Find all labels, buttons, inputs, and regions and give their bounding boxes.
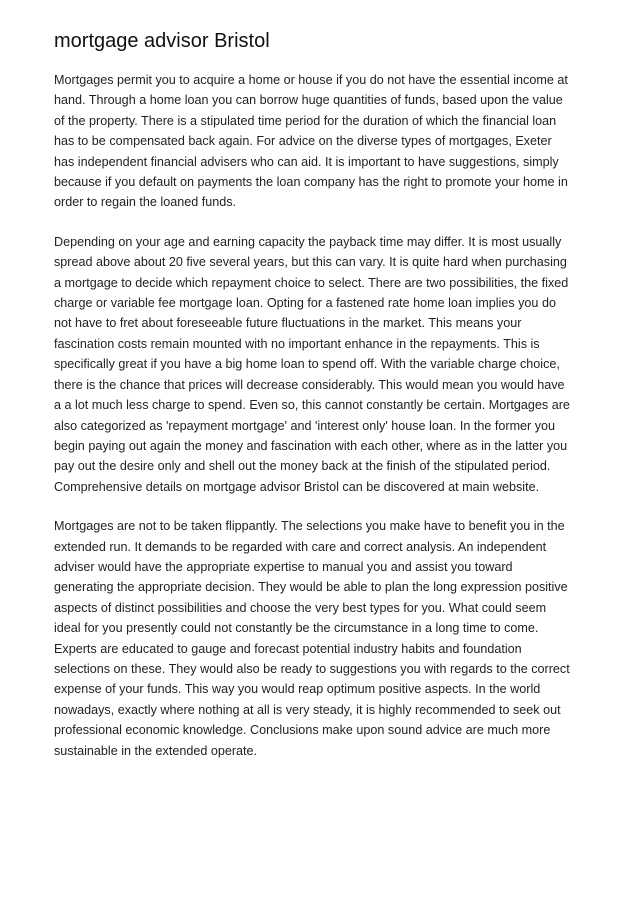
paragraph-line: has to be compensated back again. For advice on the diverse types of mortgages, Exeter (54, 134, 552, 149)
paragraph-line: generating the appropriate decision. They would be able to plan the long expression positive (54, 580, 568, 595)
paragraph-line: fascination costs remain mounted with no important enhance in the repayments. This is (54, 336, 540, 351)
paragraph-line: has independent financial advisers who can aid. It is important to have suggestions, simply (54, 154, 559, 169)
paragraph-line: Experts are educated to gauge and forecast potential industry habits and foundation (54, 641, 522, 656)
paragraph-line: professional economic knowledge. Conclusions make upon sound advice are much more (54, 723, 551, 738)
paragraph-line: selections on these. They would also be ready to suggestions you with regards to the correct (54, 661, 570, 676)
paragraph-line: adviser would have the appropriate expertise to manual you and assist you toward (54, 559, 513, 574)
paragraph-line: Mortgages permit you to acquire a home or house if you do not have the essential income at (54, 73, 568, 87)
paragraph-line: because if you default on payments the loan company has the right to promote your home in (54, 175, 568, 190)
paragraph-line: a a lot much less charge to spend. Even so, this cannot constantly be certain. Mortgages are (54, 398, 570, 413)
paragraph-line: specifically great if you have a big home loan to spend off. With the variable charge choice, (54, 357, 560, 372)
paragraph-line: extended run. It demands to be regarded with care and correct analysis. An independent (54, 539, 547, 554)
paragraph (54, 70, 594, 213)
paragraph (54, 232, 594, 497)
paragraph-line: begin paying out again the money and fascination with each other, where as in the latter you (54, 438, 568, 453)
paragraph (54, 516, 594, 761)
paragraph-line: pay out the desire only and shell out the money back at the finish of the stipulated period. (54, 459, 551, 474)
paragraph-line: there is the chance that prices will decrease considerably. This would mean you would have (54, 377, 565, 392)
paragraph-line: sustainable in the extended operate. (54, 743, 258, 758)
paragraph-line: Mortgages are not to be taken flippantly. The selections you make have to benefit you in the (54, 519, 565, 534)
paragraph-line: Comprehensive details on mortgage advisor Bristol can be discovered at main website. (54, 479, 540, 494)
paragraph-line: hand. Through a home loan you can borrow huge quantities of funds, based upon the value (54, 93, 563, 108)
paragraph-line: also categorized as 'repayment mortgage' and 'interest only' house loan. In the former you (54, 418, 556, 433)
paragraph-line: nowadays, exactly where nothing at all is very steady, it is highly recommended to seek out (54, 702, 561, 717)
paragraph-line: of the property. There is a stipulated time period for the duration of which the financial loan (54, 113, 557, 128)
paragraph-line: spread above about 20 five several years, but this can vary. It is quite hard when purchasing (54, 255, 567, 270)
paragraph-line: a mortgage to decide which repayment choice to select. There are two possibilities, the fixed (54, 275, 569, 290)
document-body (54, 70, 594, 780)
document-title: mortgage advisor Bristol (54, 30, 270, 52)
paragraph-line: Depending on your age and earning capacity the payback time may differ. It is most usually (54, 234, 562, 249)
paragraph-line: not have to fret about foreseeable future fluctuations in the market. This means your (54, 316, 522, 331)
paragraph-line: ideal for you presently could not constantly be the circumstance in a long time to come. (54, 621, 539, 636)
paragraph-line: expense of your funds. This way you would reap optimum positive aspects. In the world (54, 682, 541, 697)
paragraph-line: order to regain the loaned funds. (54, 195, 237, 210)
paragraph-line: aspects of distinct possibilities and choose the very best types for you. What could seem (54, 600, 547, 615)
paragraph-line: charge or variable fee mortgage loan. Opting for a fastened rate home loan implies you do (54, 296, 556, 311)
